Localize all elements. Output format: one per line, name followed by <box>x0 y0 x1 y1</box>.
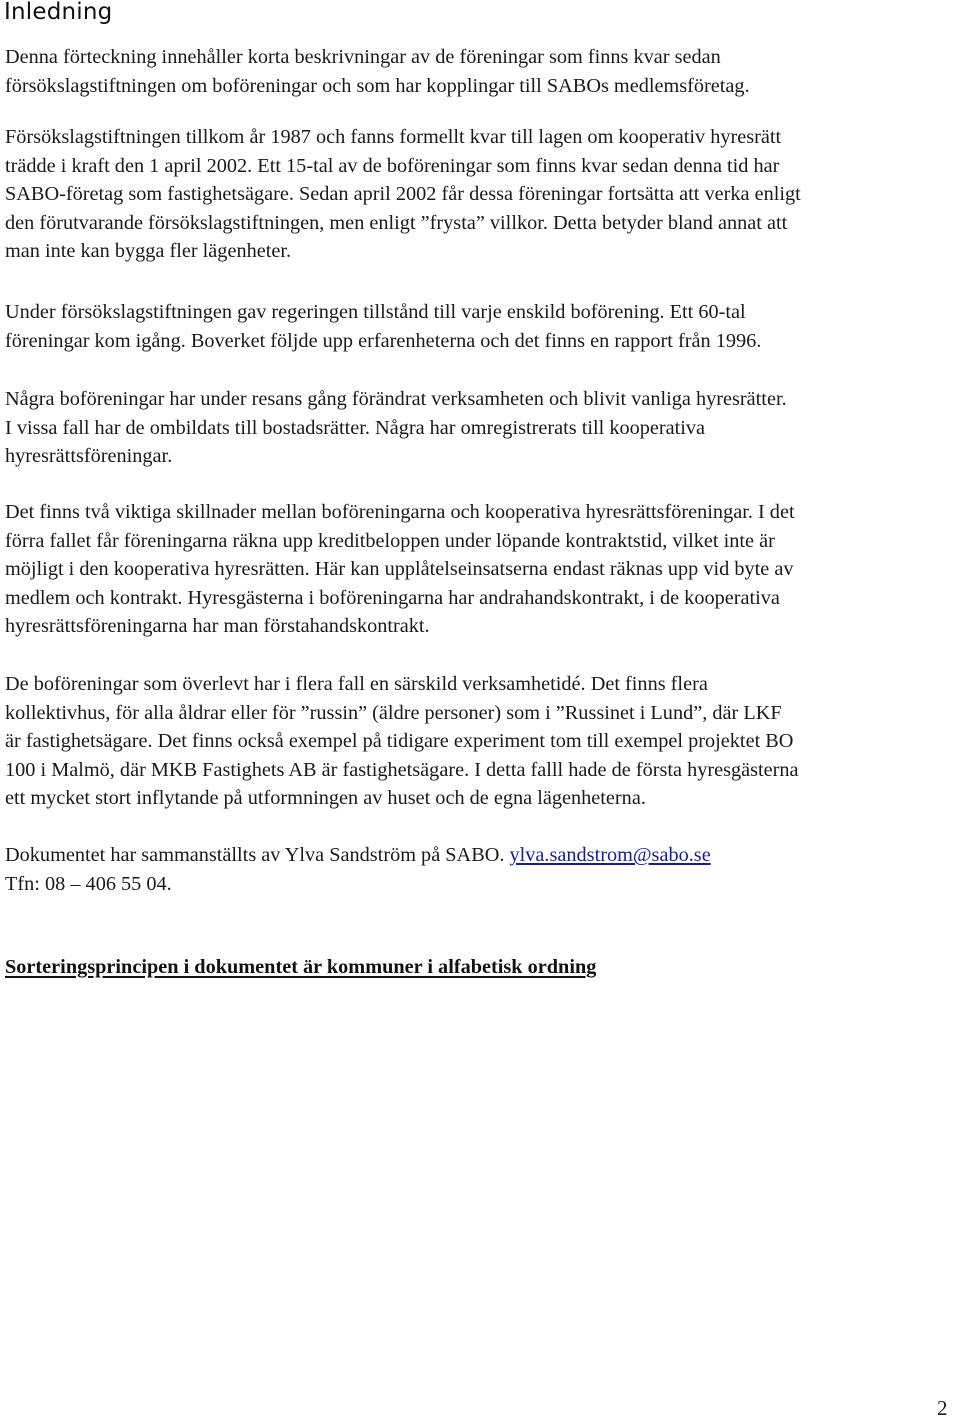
contact-line <box>5 841 957 870</box>
paragraph-line: Några boföreningar har under resans gång förändrat verksamheten och blivit vanliga hyresrätter. <box>5 388 787 410</box>
paragraph-line: SABO-företag som fastighetsägare. Sedan april 2002 får dessa föreningar fortsätta att verka enligt <box>5 183 801 206</box>
paragraph-examples <box>5 670 957 813</box>
paragraph-line: försökslagstiftningen om boföreningar och som har kopplingar till SABOs medlemsföretag. <box>5 74 750 97</box>
paragraph-line: hyresrättsföreningar. <box>5 445 173 468</box>
paragraph-line: möjligt i den kooperativa hyresrätten. Här kan upplåtelseinsatserna endast räknas upp vid byte av <box>5 558 794 581</box>
paragraph-changes <box>5 385 957 471</box>
paragraph-differences <box>5 498 957 641</box>
email-link[interactable]: ylva.sandstrom@sabo.se <box>509 844 711 866</box>
page-number: 2 <box>937 1396 948 1420</box>
paragraph-line: den förutvarande försökslagstiftningen, men enligt ”frysta” villkor. Detta betyder bland annat att <box>5 211 788 234</box>
paragraph-line: Försökslagstiftningen tillkom år 1987 och fanns formellt kvar till lagen om kooperativ hyresrätt <box>5 126 782 148</box>
paragraph-line: De boföreningar som överlevt har i flera fall en särskild verksamhetidé. Det finns flera <box>5 673 708 695</box>
paragraph-line: Det finns två viktiga skillnader mellan boföreningarna och kooperativa hyresrättsföreningar. I det <box>5 501 795 523</box>
contact-block <box>5 841 957 898</box>
paragraph-line: medlem och kontrakt. Hyresgästerna i boföreningarna har andrahandskontrakt, i de kooperativa <box>5 586 780 609</box>
paragraph-line: kollektivhus, för alla åldrar eller för ”russin” (äldre personer) som i ”Russinet i Lund”, där LKF <box>5 701 782 724</box>
paragraph-government <box>5 298 957 355</box>
paragraph-line: 100 i Malmö, där MKB Fastighets AB är fastighetsägare. I detta falll hade de första hyresgästerna <box>5 758 799 781</box>
paragraph-line: Under försökslagstiftningen gav regeringen tillstånd till varje enskild boförening. Ett 60-tal <box>5 301 746 323</box>
paragraph-line: I vissa fall har de ombildats till bostadsrätter. Några har omregistrerats till kooperativa <box>5 416 706 439</box>
paragraph-line: man inte kan bygga fler lägenheter. <box>5 240 292 263</box>
contact-text: Dokumentet har sammanställts av Ylva Sandström på SABO. <box>5 844 510 866</box>
sorting-note: Sorteringsprincipen i dokumentet är kommuner i alfabetisk ordning <box>5 956 597 978</box>
page-heading: Inledning <box>4 0 113 25</box>
paragraph-intro <box>5 43 957 100</box>
paragraph-line: är fastighetsägare. Det finns också exempel på tidigare experiment tom till exempel projektet BO <box>5 730 794 753</box>
paragraph-line: föreningar kom igång. Boverket följde upp erfarenheterna och det finns en rapport från 1996. <box>5 329 762 352</box>
paragraph-line: trädde i kraft den 1 april 2002. Ett 15-tal av de boföreningar som finns kvar sedan denna tid har <box>5 154 780 177</box>
paragraph-line: ett mycket stort inflytande på utformningen av huset och de egna lägenheterna. <box>5 787 646 810</box>
paragraph-history <box>5 123 957 266</box>
phone-line: Tfn: 08 – 406 55 04. <box>5 872 172 895</box>
paragraph-line: hyresrättsföreningarna har man förstahandskontrakt. <box>5 615 430 638</box>
paragraph-line: förra fallet får föreningarna räkna upp kreditbeloppen under löpande kontraktstid, vilket inte är <box>5 529 775 552</box>
paragraph-line: Denna förteckning innehåller korta beskrivningar av de föreningar som finns kvar sedan <box>5 46 721 68</box>
